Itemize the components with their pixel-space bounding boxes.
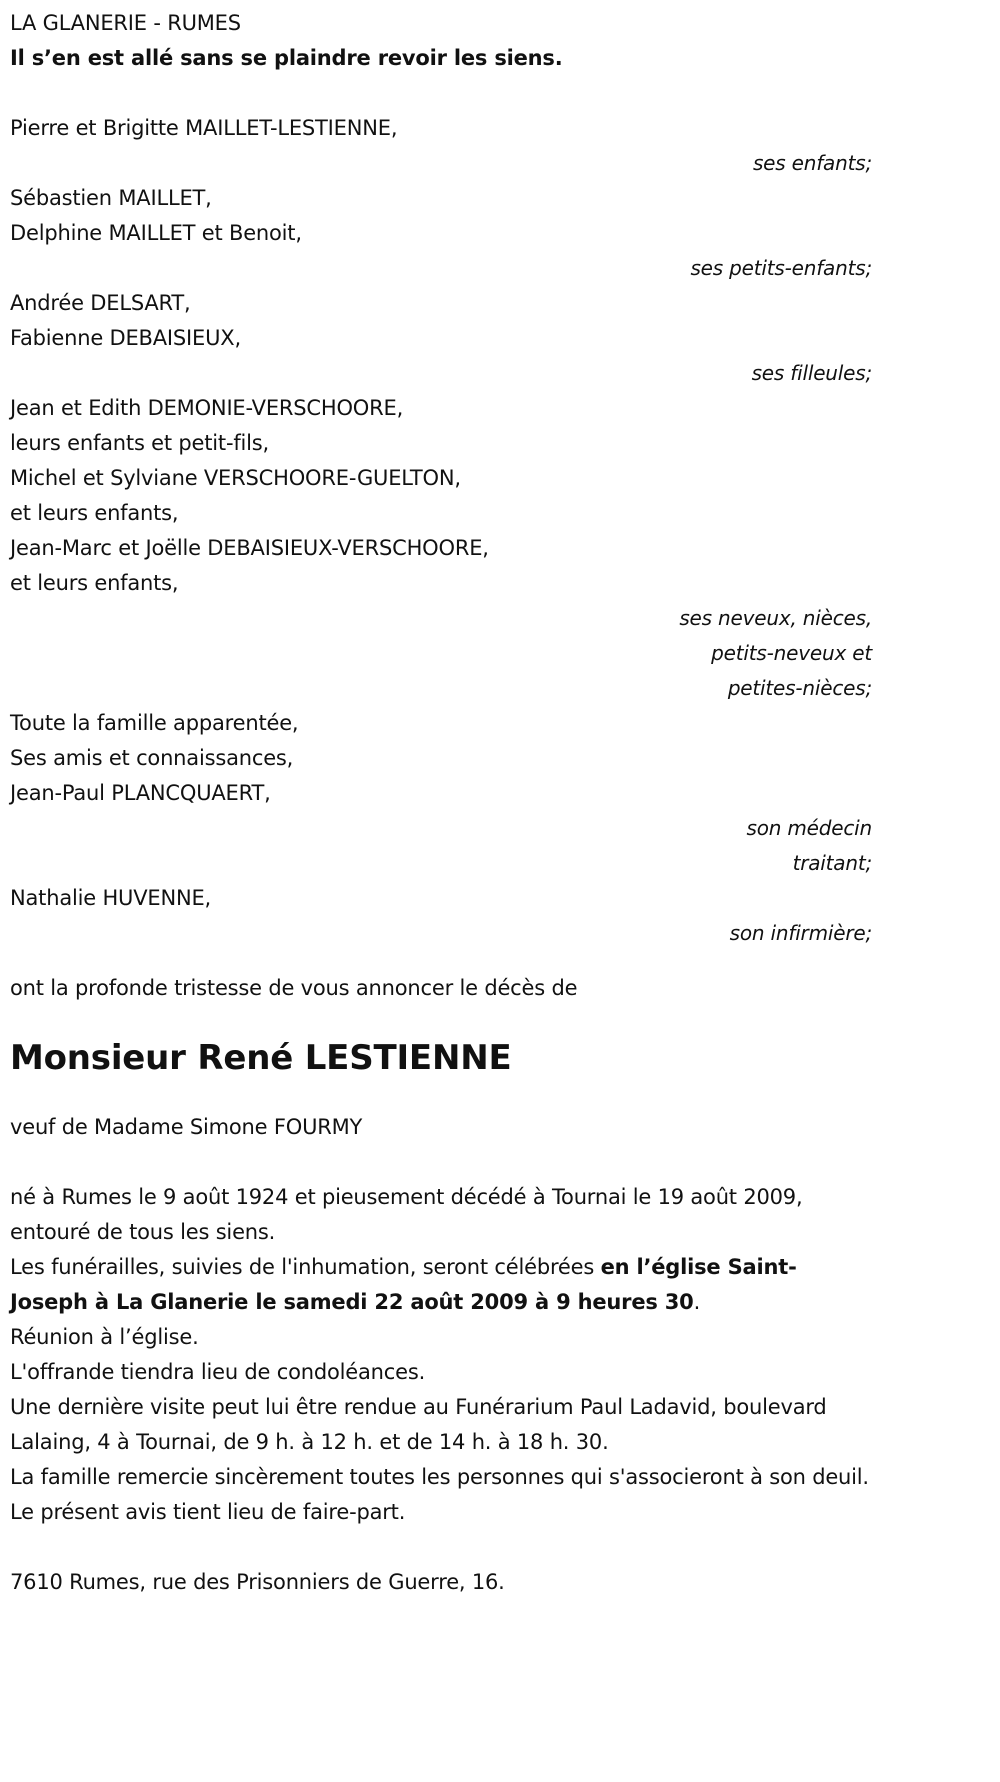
family-group-grandchildren: [10, 181, 872, 286]
spouse-text: veuf de Madame Simone FOURMY: [10, 1115, 363, 1139]
epigraph: Il s’en est allé sans se plaindre revoir les siens.: [10, 46, 563, 70]
funeral-text: [10, 1250, 872, 1320]
family-name: Jean-Paul PLANCQUAERT,: [10, 781, 271, 805]
thanks-text: La famille remercie sincèrement toutes les personnes qui s'associeront à son deuil.: [10, 1465, 869, 1489]
spacer: [10, 1530, 872, 1565]
notice-text: Le présent avis tient lieu de faire-part.: [10, 1500, 406, 1524]
family-name: Toute la famille apparentée,: [10, 711, 299, 735]
relation-role: ses neveux, nièces,: [679, 606, 872, 630]
relation-role: ses petits-enfants;: [690, 256, 872, 280]
family-group-nurse: [10, 881, 872, 951]
family-name: Jean-Marc et Joëlle DEBAISIEUX-VERSCHOORE,: [10, 536, 489, 560]
family-group-nephews-nieces: [10, 391, 872, 706]
funeral-end: .: [693, 1290, 701, 1314]
family-group-children: [10, 111, 872, 181]
spacer: [10, 76, 872, 111]
relation-role: petites-nièces;: [727, 676, 872, 700]
family-name: Jean et Edith DEMONIE-VERSCHOORE,: [10, 396, 404, 420]
relation-role: ses filleules;: [751, 361, 872, 385]
family-group-others-doctor: [10, 706, 872, 881]
deceased-name: Monsieur René LESTIENNE: [10, 1038, 512, 1078]
spacer: [10, 1145, 872, 1180]
spacer: [10, 951, 872, 971]
family-name: leurs enfants et petit-fils,: [10, 431, 270, 455]
family-name: et leurs enfants,: [10, 571, 179, 595]
offering-text: L'offrande tiendra lieu de condoléances.: [10, 1360, 426, 1384]
family-name: Fabienne DEBAISIEUX,: [10, 326, 241, 350]
address-text: 7610 Rumes, rue des Prisonniers de Guerre, 16.: [10, 1570, 505, 1594]
relation-role: ses enfants;: [752, 151, 872, 175]
family-name: Sébastien MAILLET,: [10, 186, 212, 210]
family-name: Pierre et Brigitte MAILLET-LESTIENNE,: [10, 116, 398, 140]
details-section: [10, 1180, 872, 1530]
family-name: Nathalie HUVENNE,: [10, 886, 212, 910]
location-header: LA GLANERIE - RUMES: [10, 11, 241, 35]
family-name: et leurs enfants,: [10, 501, 179, 525]
birth-death-text: né à Rumes le 9 août 1924 et pieusement décédé à Tournai le 19 août 2009, entouré de tous les siens.: [10, 1185, 803, 1244]
announcement-text: ont la profonde tristesse de vous annoncer le décès de: [10, 976, 578, 1000]
family-group-goddaughters: [10, 286, 872, 391]
family-name: Ses amis et connaissances,: [10, 746, 294, 770]
meeting-text: Réunion à l’église.: [10, 1325, 199, 1349]
family-name: Michel et Sylviane VERSCHOORE-GUELTON,: [10, 466, 461, 490]
family-name: Delphine MAILLET et Benoit,: [10, 221, 302, 245]
relation-role: son médecin: [746, 816, 872, 840]
family-name: Andrée DELSART,: [10, 291, 191, 315]
funeral-location-time: en l’église Saint-Joseph à La Glanerie le samedi 22 août 2009 à 9 heures 30: [10, 1255, 797, 1314]
relation-role: petits-neveux et: [711, 641, 872, 665]
funeral-intro: Les funérailles, suivies de l'inhumation, seront célébrées: [10, 1255, 601, 1279]
visit-text: Une dernière visite peut lui être rendue au Funérarium Paul Ladavid, boulevard Lalaing, 4 à Tournai, de 9 h. à 12 h. et de 14 h. à 18 h. 30.: [10, 1395, 827, 1454]
relation-role: traitant;: [792, 851, 872, 875]
relation-role: son infirmière;: [729, 921, 872, 945]
